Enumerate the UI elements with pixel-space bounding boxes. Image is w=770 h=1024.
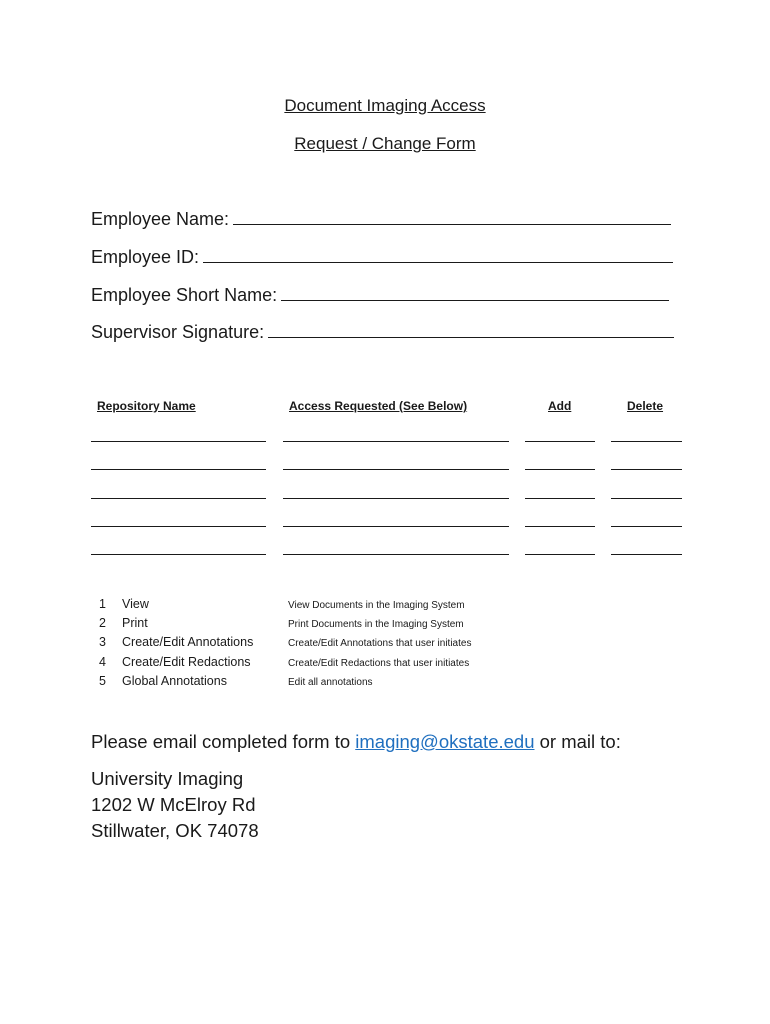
repository-blank[interactable] xyxy=(91,441,266,442)
access-blank[interactable] xyxy=(283,498,509,499)
employee-short-name-label: Employee Short Name: xyxy=(91,285,278,305)
delete-blank[interactable] xyxy=(611,469,682,470)
access-blank[interactable] xyxy=(283,469,509,470)
add-blank[interactable] xyxy=(525,441,595,442)
legend-name: Create/Edit Redactions xyxy=(122,655,251,669)
email-instruction xyxy=(91,731,621,753)
supervisor-signature-label: Supervisor Signature: xyxy=(91,322,265,342)
repository-blank[interactable] xyxy=(91,469,266,470)
legend-description: View Documents in the Imaging System xyxy=(288,600,465,611)
employee-id-line[interactable] xyxy=(203,261,673,263)
email-prefix: Please email completed form to xyxy=(91,731,356,752)
legend-description: Create/Edit Annotations that user initiates xyxy=(288,638,472,649)
access-requested-header: Access Requested (See Below) xyxy=(289,399,468,413)
employee-name-line[interactable] xyxy=(233,223,671,225)
supervisor-signature-field[interactable] xyxy=(91,322,674,343)
address-line-3: Stillwater, OK 74078 xyxy=(91,820,259,841)
legend-description: Create/Edit Redactions that user initiates xyxy=(288,658,470,669)
repository-blank[interactable] xyxy=(91,554,266,555)
form-title: Document Imaging Access xyxy=(284,96,486,115)
legend-number: 2 xyxy=(99,616,106,630)
delete-blank[interactable] xyxy=(611,526,682,527)
delete-blank[interactable] xyxy=(611,554,682,555)
access-blank[interactable] xyxy=(283,554,509,555)
repository-blank[interactable] xyxy=(91,498,266,499)
add-blank[interactable] xyxy=(525,526,595,527)
legend-number: 4 xyxy=(99,655,106,669)
email-suffix: or mail to: xyxy=(534,731,621,752)
add-blank[interactable] xyxy=(525,469,595,470)
legend-number: 1 xyxy=(99,597,106,611)
delete-blank[interactable] xyxy=(611,441,682,442)
repository-blank[interactable] xyxy=(91,526,266,527)
supervisor-signature-line[interactable] xyxy=(268,336,674,338)
access-blank[interactable] xyxy=(283,441,509,442)
legend-name: Global Annotations xyxy=(122,674,227,688)
legend-name: Print xyxy=(122,616,148,630)
address-line-2: 1202 W McElroy Rd xyxy=(91,794,256,815)
employee-short-name-line[interactable] xyxy=(281,299,669,301)
employee-short-name-field[interactable] xyxy=(91,285,669,306)
repository-name-header: Repository Name xyxy=(97,399,196,413)
employee-id-label: Employee ID: xyxy=(91,247,200,267)
employee-name-field[interactable] xyxy=(91,209,671,230)
mailing-address xyxy=(91,766,259,844)
add-blank[interactable] xyxy=(525,554,595,555)
legend-description: Print Documents in the Imaging System xyxy=(288,619,464,630)
address-line-1: University Imaging xyxy=(91,768,244,789)
access-blank[interactable] xyxy=(283,526,509,527)
add-header: Add xyxy=(548,399,572,413)
legend-name: Create/Edit Annotations xyxy=(122,635,254,649)
legend-number: 3 xyxy=(99,635,106,649)
email-link[interactable]: imaging@okstate.edu xyxy=(355,731,535,752)
delete-blank[interactable] xyxy=(611,498,682,499)
legend-name: View xyxy=(122,597,149,611)
delete-header: Delete xyxy=(627,399,664,413)
add-blank[interactable] xyxy=(525,498,595,499)
employee-name-label: Employee Name: xyxy=(91,209,230,229)
legend-number: 5 xyxy=(99,674,106,688)
form-subtitle: Request / Change Form xyxy=(294,134,476,153)
legend-description: Edit all annotations xyxy=(288,677,373,688)
employee-id-field[interactable] xyxy=(91,247,673,268)
